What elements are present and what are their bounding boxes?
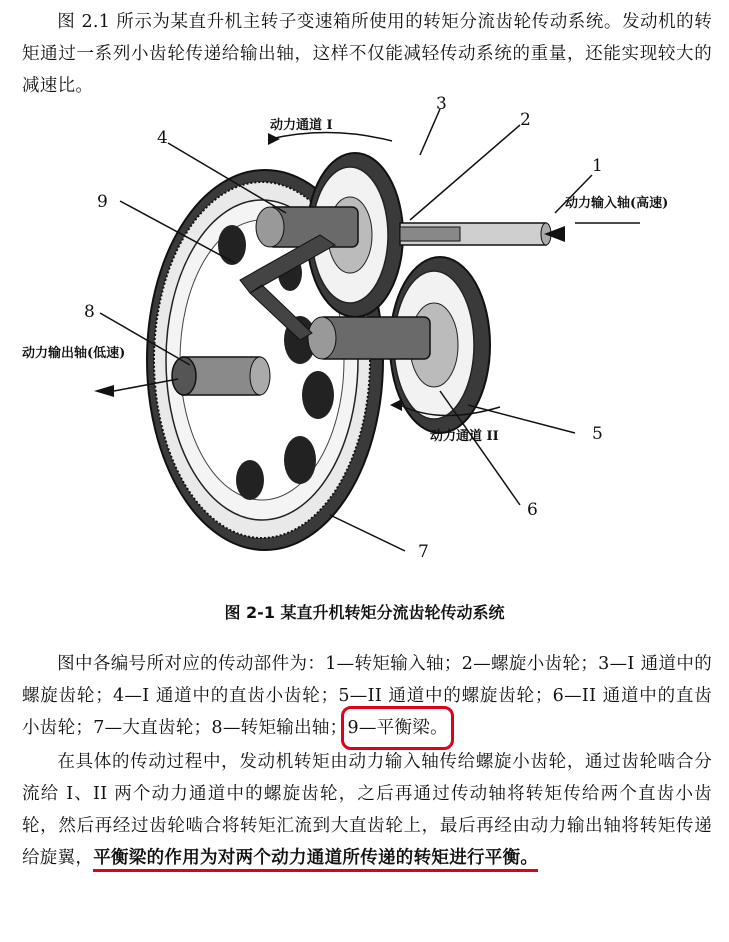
process-paragraph bbox=[22, 746, 712, 874]
label-6: 6 bbox=[527, 500, 538, 520]
label-5: 5 bbox=[592, 424, 603, 444]
components-paragraph bbox=[22, 648, 712, 744]
label-9: 9 bbox=[97, 192, 108, 212]
figure-caption: 图 2-1 某直升机转矩分流齿轮传动系统 bbox=[224, 603, 505, 622]
label-2: 2 bbox=[520, 110, 531, 130]
intro-text: 图 2.1 所示为某直升机主转子变速箱所使用的转矩分流齿轮传动系统。发动机的转矩通过一系列小齿轮传递给输出轴，这样不仅能减轻传动系统的重量，还能实现较大的减速比。 bbox=[22, 12, 712, 96]
process-text: 在具体的传动过程中，发动机转矩由动力输入轴传给螺旋小齿轮，通过齿轮啮合分流给 I、II 两个动力通道中的螺旋齿轮，之后再通过传动轴将转矩传给两个直齿小齿轮，然后再经过齿轮啮合将转矩汇流到大直齿轮上，最后再经由动力输出轴将转矩传递给旋翼， bbox=[22, 752, 712, 868]
label-input-shaft: 动力输入轴(高速) bbox=[565, 196, 669, 211]
label-output-shaft: 动力输出轴(低速) bbox=[22, 346, 126, 361]
intro-paragraph bbox=[22, 6, 712, 102]
label-3: 3 bbox=[436, 95, 447, 114]
label-1: 1 bbox=[592, 156, 603, 176]
components-text: 图中各编号所对应的传动部件为：1—转矩输入轴；2—螺旋小齿轮；3—I 通道中的螺旋齿轮；4—I 通道中的直齿小齿轮；5—II 通道中的螺旋齿轮；6—II 通道中的直齿小齿轮；7—大直齿轮；8—转矩输出轴； bbox=[22, 654, 712, 738]
input-shaft bbox=[400, 223, 551, 245]
label-channel-1: 动力通道 I bbox=[270, 118, 333, 133]
highlight-box: 9—平衡梁。 bbox=[347, 712, 447, 744]
label-channel-2: 动力通道 II bbox=[430, 429, 499, 444]
gearbox-figure bbox=[0, 95, 729, 595]
label-4: 4 bbox=[157, 128, 168, 148]
highlight-underline: 平衡梁的作用为对两个动力通道所传递的转矩进行平衡。 bbox=[93, 848, 538, 872]
label-7: 7 bbox=[418, 542, 429, 562]
label-8: 8 bbox=[84, 302, 95, 322]
